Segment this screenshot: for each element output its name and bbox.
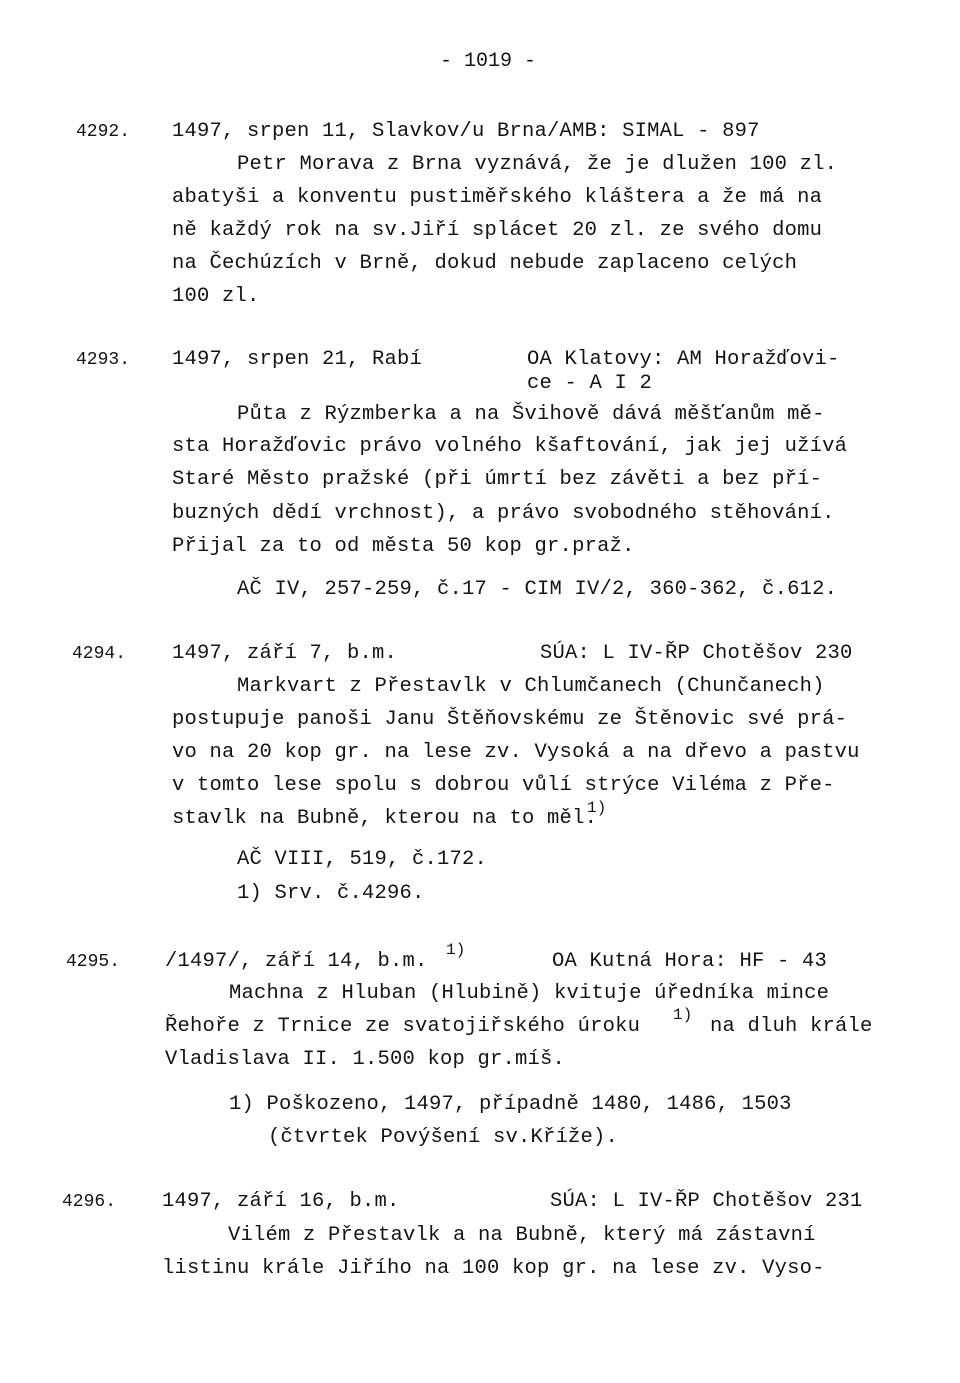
body-line: abatyši a konventu pustiměřského kláštera a že má na bbox=[172, 186, 823, 209]
body-line: Vladislava II. 1.500 kop gr.míš. bbox=[165, 1048, 566, 1071]
entry-number: 4293. bbox=[76, 350, 131, 370]
body-line: Markvart z Přestavlk v Chlumčanech (Chunčanech) bbox=[237, 675, 825, 698]
body-line: sta Horažďovic právo volného kšaftování, jak jej užívá bbox=[172, 435, 848, 458]
archive-line: OA Klatovy: AM Horažďovi- bbox=[527, 348, 840, 371]
body-line: listinu krále Jiřího na 100 kop gr. na lese zv. Vyso- bbox=[162, 1257, 825, 1280]
reference-line: AČ IV, 257-259, č.17 - CIM IV/2, 360-362, č.612. bbox=[237, 578, 838, 601]
entry-header: 1497, září 7, b.m. bbox=[172, 642, 398, 665]
entry-header: 1497, srpen 21, Rabí bbox=[172, 348, 423, 371]
body-line: na dluh krále bbox=[710, 1015, 873, 1038]
archive-line: SÚA: L IV-ŘP Chotěšov 230 bbox=[540, 642, 853, 665]
entry-header: /1497/, září 14, b.m. bbox=[165, 950, 428, 973]
body-line: Přijal za to od města 50 kop gr.praž. bbox=[172, 535, 635, 558]
archive-line: SÚA: L IV-ŘP Chotěšov 231 bbox=[550, 1190, 863, 1213]
body-line: Vilém z Přestavlk a na Bubně, který má zástavní bbox=[228, 1224, 816, 1247]
footnote-line: 1) Poškozeno, 1497, případně 1480, 1486, 1503 bbox=[229, 1093, 792, 1116]
body-line: vo na 20 kop gr. na lese zv. Vysoká a na dřevo a pastvu bbox=[172, 741, 860, 764]
entry-header: 1497, srpen 11, Slavkov/u Brna/AMB: SIMAL - 897 bbox=[172, 120, 760, 143]
entry-number: 4292. bbox=[76, 122, 131, 142]
body-line: na Čechúzích v Brně, dokud nebude zaplaceno celých bbox=[172, 252, 798, 275]
body-line: Řehoře z Trnice ze svatojiřského úroku bbox=[165, 1015, 641, 1038]
body-line: postupuje panoši Janu Štěňovskému ze Štěnovic své prá- bbox=[172, 708, 848, 731]
footnote-mark: 1) bbox=[587, 799, 607, 817]
body-line: Staré Město pražské (při úmrtí bez závěti a bez pří- bbox=[172, 468, 823, 491]
body-line: stavlk na Bubně, kterou na to měl. bbox=[172, 807, 598, 830]
body-line: Petr Morava z Brna vyznává, že je dlužen 100 zl. bbox=[237, 153, 838, 176]
body-line: Půta z Rýzmberka a na Švihově dává měšťanům mě- bbox=[237, 403, 825, 426]
entry-number: 4294. bbox=[72, 644, 127, 664]
footnote-mark: 1) bbox=[446, 941, 466, 959]
body-line: 100 zl. bbox=[172, 285, 260, 308]
footnote-mark: 1) bbox=[673, 1006, 693, 1024]
page-number: - 1019 - bbox=[440, 50, 537, 73]
body-line: ně každý rok na sv.Jiří splácet 20 zl. ze svého domu bbox=[172, 219, 823, 242]
archive-line: OA Kutná Hora: HF - 43 bbox=[552, 950, 828, 973]
archive-line: ce - A I 2 bbox=[527, 372, 653, 395]
entry-number: 4295. bbox=[66, 952, 121, 972]
footnote-line: 1) Srv. č.4296. bbox=[237, 882, 425, 905]
entry-number: 4296. bbox=[62, 1192, 117, 1212]
footnote-line: (čtvrtek Povýšení sv.Kříže). bbox=[268, 1126, 619, 1149]
body-line: v tomto lese spolu s dobrou vůlí strýce Viléma z Pře- bbox=[172, 774, 835, 797]
reference-line: AČ VIII, 519, č.172. bbox=[237, 848, 488, 871]
body-line: Machna z Hluban (Hlubině) kvituje úředníka mince bbox=[229, 982, 830, 1005]
body-line: buzných dědí vrchnost), a právo svobodného stěhování. bbox=[172, 502, 835, 525]
entry-header: 1497, září 16, b.m. bbox=[162, 1190, 400, 1213]
